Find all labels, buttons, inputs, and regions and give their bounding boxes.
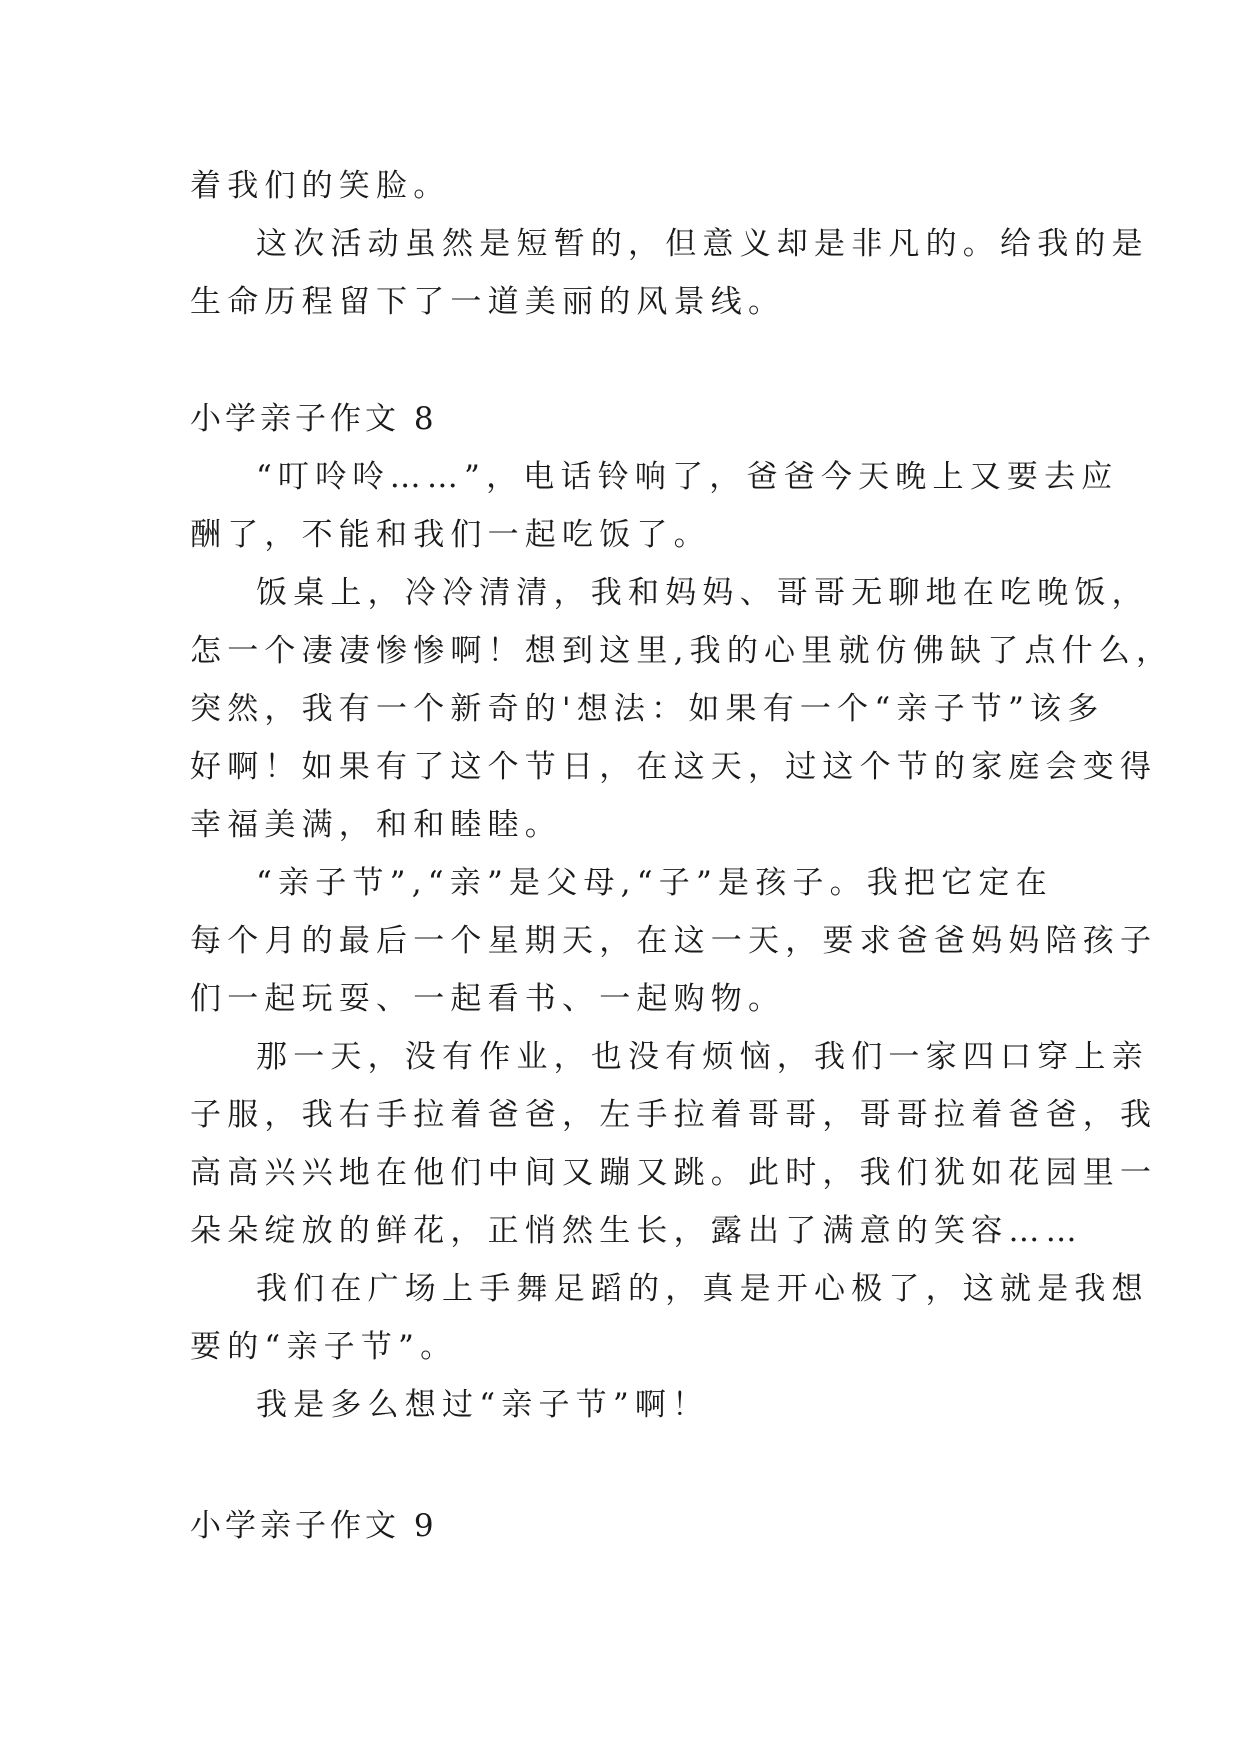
- paragraph-line: 子服，我右手拉着爸爸，左手拉着哥哥，哥哥拉着爸爸，我: [190, 1097, 1158, 1133]
- essay-8-body: [190, 448, 1174, 1434]
- paragraph-line: 要的“亲子节”。: [190, 1329, 458, 1365]
- paragraph-line: 饭桌上，冷冷清清，我和妈妈、哥哥无聊地在吃晚饭，: [256, 575, 1149, 611]
- paragraph-line: 那一天，没有作业，也没有烦恼，我们一家四口穿上亲: [256, 1039, 1149, 1075]
- paragraph-line: 我们在广场上手舞足蹈的，真是开心极了，这就是我想: [256, 1271, 1149, 1307]
- paragraph-line: 朵朵绽放的鲜花，正悄然生长，露出了满意的笑容……: [190, 1213, 1083, 1249]
- paragraph-line: 每个月的最后一个星期天，在这一天，要求爸爸妈妈陪孩子: [190, 923, 1158, 959]
- paragraph-line: 们一起玩耍、一起看书、一起购物。: [190, 981, 786, 1017]
- paragraph-line: 幸福美满，和和睦睦。: [190, 807, 562, 843]
- paragraph-line: 生命历程留下了一道美丽的风景线。: [190, 284, 786, 320]
- paragraph-line: 我是多么想过“亲子节”啊！: [256, 1387, 710, 1423]
- paragraph-line: “亲子节”,“亲”是父母,“子”是孩子。我把它定在: [256, 865, 1053, 901]
- paragraph-line: 高高兴兴地在他们中间又蹦又跳。此时，我们犹如花园里一: [190, 1155, 1158, 1191]
- paragraph-line: “叮呤呤……”，电话铃响了，爸爸今天晚上又要去应: [256, 459, 1119, 495]
- paragraph-line: 这次活动虽然是短暂的，但意义却是非凡的。给我的是: [256, 226, 1149, 262]
- paragraph-line: 怎一个凄凄惨惨啊！想到这里,我的心里就仿佛缺了点什么，: [190, 633, 1174, 669]
- paragraph-line: 着我们的笑脸。: [190, 168, 451, 204]
- essay-8-title: 小学亲子作文 8: [190, 401, 438, 437]
- paragraph-line: 突然，我有一个新奇的'想法：如果有一个“亲子节”该多: [190, 691, 1105, 727]
- paragraph-line: 酬了，不能和我们一起吃饭了。: [190, 517, 711, 553]
- previous-essay-ending: [190, 157, 1149, 331]
- essay-9-title: 小学亲子作文 9: [190, 1508, 438, 1544]
- paragraph-line: 好啊！如果有了这个节日，在这天，过这个节的家庭会变得: [190, 749, 1158, 785]
